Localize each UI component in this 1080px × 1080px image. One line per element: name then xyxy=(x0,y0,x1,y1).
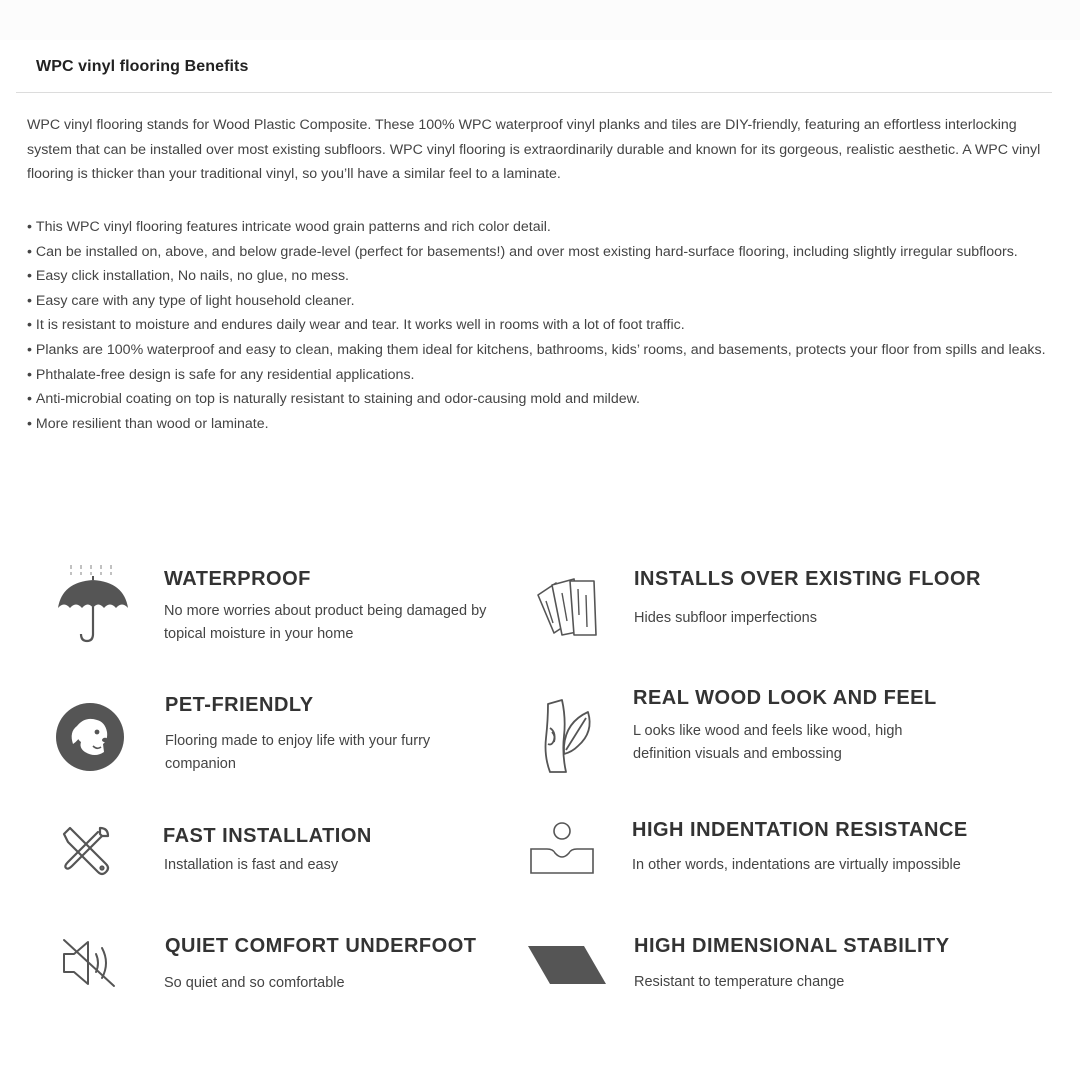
feature-title: FAST INSTALLATION xyxy=(163,825,372,847)
feature-description: So quiet and so comfortable xyxy=(164,975,345,991)
feature-description: No more worries about product being damaged by topical moisture in your home xyxy=(164,603,487,642)
umbrella-rain-icon xyxy=(56,562,130,644)
top-strip xyxy=(0,0,1080,40)
list-item: • This WPC vinyl flooring features intricate wood grain patterns and rich color detail. xyxy=(27,215,1057,240)
list-item: • It is resistant to moisture and endures daily wear and tear. It works well in rooms with a lot of foot traffic. xyxy=(27,313,1057,338)
list-item: • Phthalate-free design is safe for any residential applications. xyxy=(27,363,1057,388)
feature-description: Resistant to temperature change xyxy=(634,974,845,990)
feature-title: HIGH DIMENSIONAL STABILITY xyxy=(634,935,950,957)
feature-description: Flooring made to enjoy life with your furry companion xyxy=(165,733,431,772)
indentation-icon xyxy=(529,821,595,875)
list-item: • Can be installed on, above, and below grade-level (perfect for basements!) and over most existing hard-surface flooring, including slightly irregular subfloors. xyxy=(27,240,1057,265)
benefit-list xyxy=(27,215,1057,436)
feature-title: HIGH INDENTATION RESISTANCE xyxy=(632,819,968,841)
list-item: • Easy click installation, No nails, no glue, no mess. xyxy=(27,264,1057,289)
section-title: WPC vinyl flooring Benefits xyxy=(36,58,249,75)
feature-title: REAL WOOD LOOK AND FEEL xyxy=(633,687,937,709)
feature-description: Hides subfloor imperfections xyxy=(634,610,817,626)
list-item: • Planks are 100% waterproof and easy to clean, making them ideal for kitchens, bathrooms, kids’ rooms, and basements, protects your floor from spills and leaks. xyxy=(27,338,1057,363)
list-item: • Easy care with any type of light household cleaner. xyxy=(27,289,1057,314)
feature-description: In other words, indentations are virtually impossible xyxy=(632,857,961,873)
feature-title: WATERPROOF xyxy=(164,568,311,590)
list-item: • Anti-microbial coating on top is naturally resistant to staining and odor-causing mold and mildew. xyxy=(27,387,1057,412)
intro-paragraph: WPC vinyl flooring stands for Wood Plastic Composite. These 100% WPC waterproof vinyl planks and tiles are DIY-friendly, featuring an effortless interlocking system that can be installed over most existing subfloors. WPC vinyl flooring is extraordinarily durable and known for its gorgeous, realistic aesthetic. A WPC vinyl flooring is thicker than your traditional vinyl, so you’ll have a similar feel to a laminate. xyxy=(27,117,1041,182)
wood-leaf-icon xyxy=(540,698,596,774)
feature-title: INSTALLS OVER EXISTING FLOOR xyxy=(634,568,981,590)
list-item: • More resilient than wood or laminate. xyxy=(27,412,1057,437)
feature-description: Installation is fast and easy xyxy=(164,857,339,873)
dog-icon xyxy=(55,702,125,772)
feature-description: L ooks like wood and feels like wood, high definition visuals and embossing xyxy=(633,723,903,762)
feature-title: QUIET COMFORT UNDERFOOT xyxy=(165,935,477,957)
muted-speaker-icon xyxy=(60,936,120,990)
tools-icon xyxy=(60,824,112,876)
title-divider xyxy=(16,92,1052,93)
floor-planks-icon xyxy=(534,575,600,641)
feature-title: PET-FRIENDLY xyxy=(165,694,314,716)
parallelogram-plank-icon xyxy=(528,946,606,984)
